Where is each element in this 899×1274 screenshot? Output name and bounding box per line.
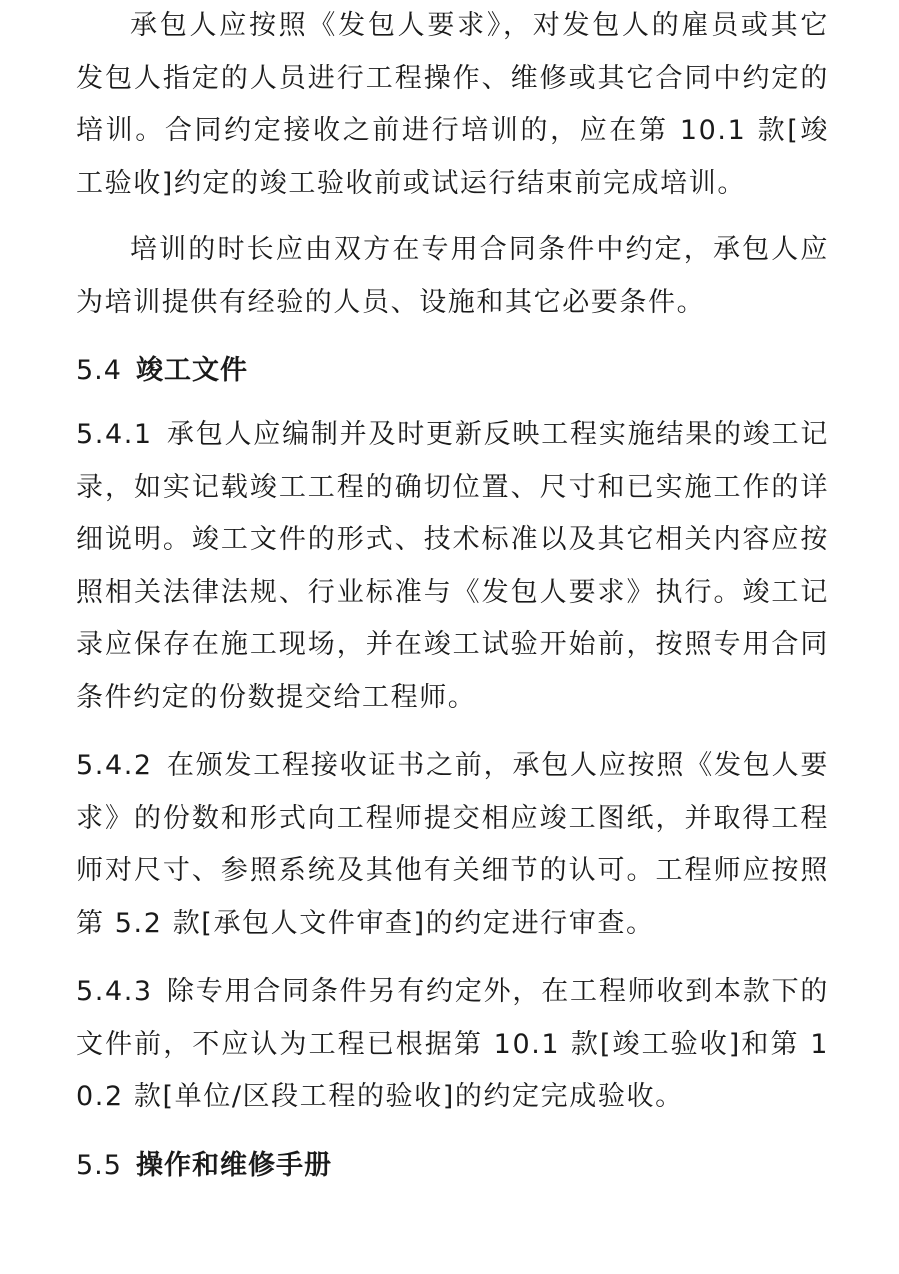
clause-text: 在颁发工程接收证书之前，承包人应按照《发包人要求》的份数和形式向工程师提交相应竣工图纸，并取得工程师对尺寸、参照系统及其他有关细节的认可。工程师应按照第 5.2 款[承包人文件审查]的约定进行审查。 [76, 750, 829, 939]
section-title: 操作和维修手册 [135, 1149, 332, 1181]
clause-5-4-1 [76, 409, 829, 724]
clause-number: 5.4.1 [76, 419, 153, 450]
section-number: 5.5 [76, 1149, 122, 1181]
clause-number: 5.4.2 [76, 750, 153, 781]
clause-number: 5.4.3 [76, 976, 153, 1007]
training-paragraph-1: 承包人应按照《发包人要求》，对发包人的雇员或其它发包人指定的人员进行工程操作、维修或其它合同中约定的培训。合同约定接收之前进行培训的，应在第 10.1 款[竣工验收]约定的竣工验收前或试运行结束前完成培训。 [76, 10, 829, 199]
section-heading-5-5 [76, 1140, 829, 1192]
section-heading-5-4 [76, 345, 829, 397]
clause-5-4-2 [76, 740, 829, 950]
training-paragraph-2: 培训的时长应由双方在专用合同条件中约定，承包人应为培训提供有经验的人员、设施和其它必要条件。 [76, 234, 829, 318]
section-number: 5.4 [76, 355, 122, 386]
section-title: 竣工文件 [135, 355, 248, 386]
clause-5-4-3 [76, 966, 829, 1124]
clause-text: 除专用合同条件另有约定外，在工程师收到本款下的文件前，不应认为工程已根据第 10.1 款[竣工验收]和第 10.2 款[单位/区段工程的验收]的约定完成验收。 [76, 976, 829, 1112]
clause-text: 承包人应编制并及时更新反映工程实施结果的竣工记录，如实记载竣工工程的确切位置、尺寸和已实施工作的详细说明。竣工文件的形式、技术标准以及其它相关内容应按照相关法律法规、行业标准与《发包人要求》执行。竣工记录应保存在施工现场，并在竣工试验开始前，按照专用合同条件约定的份数提交给工程师。 [76, 419, 829, 713]
